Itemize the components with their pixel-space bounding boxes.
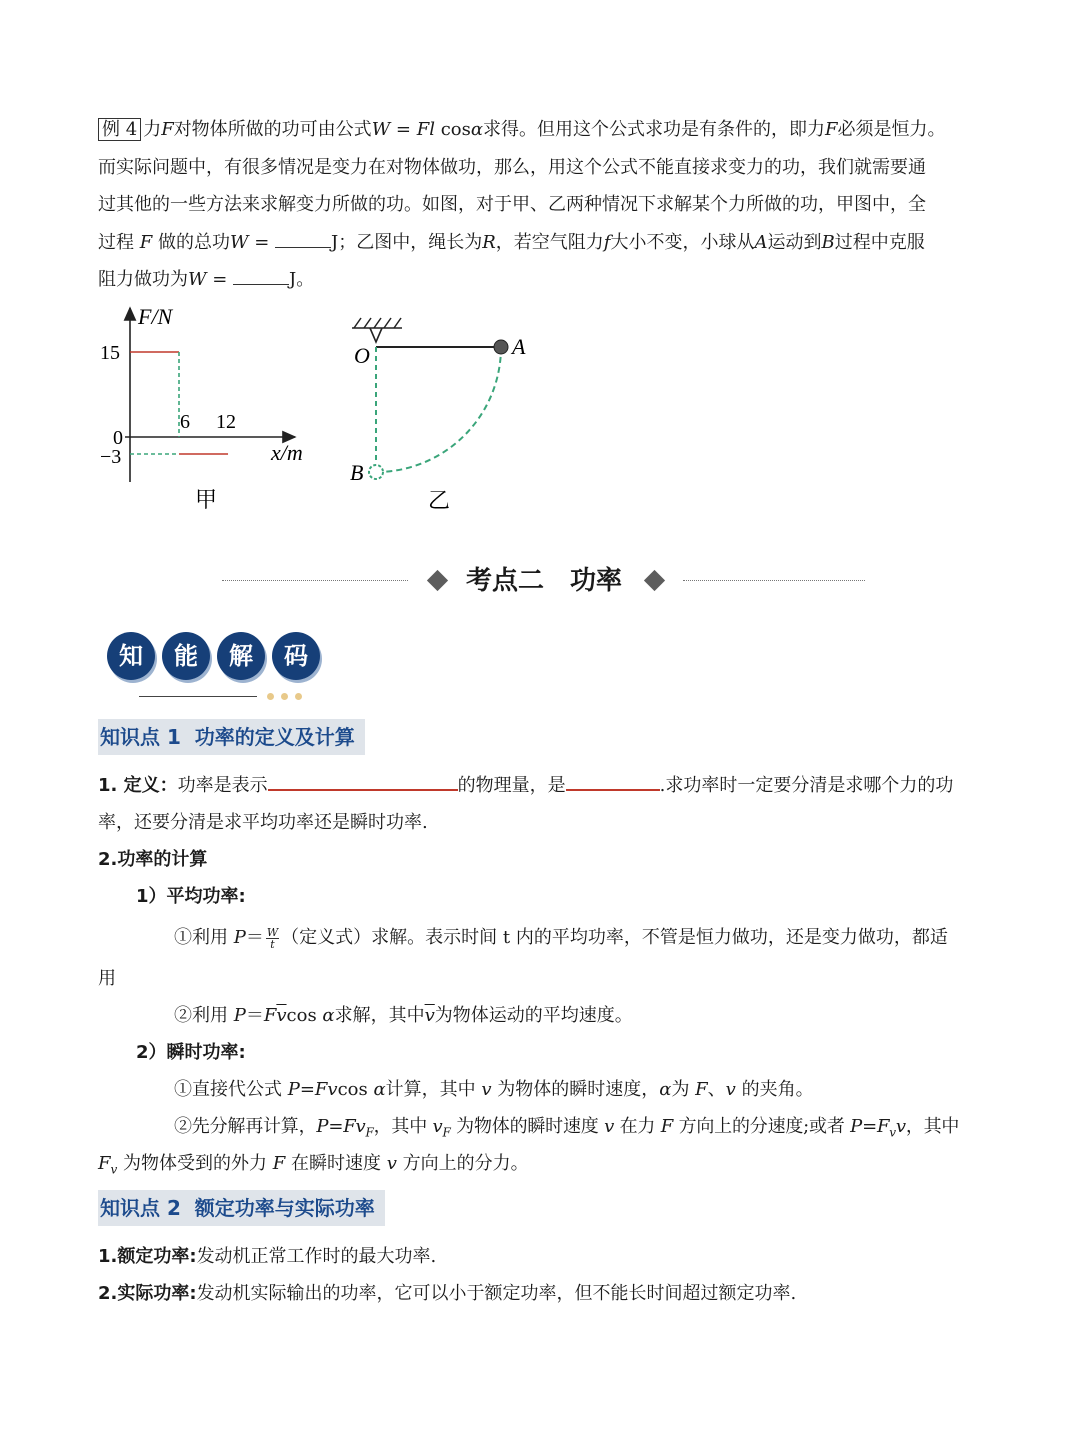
- example-line-1: 例 4 力F对物体所做的功可由公式W = Fl cosα求得。但用这个公式求功是有条件的，即力F必须是恒力。: [98, 111, 982, 149]
- kp1-instant-2-cont: $F_v$ 为物体受到的外力 F 在瞬时速度 v 方向上的分力。: [98, 1153, 529, 1177]
- kp1-instant-2: ②先分解再计算，$P=Fv_F$，其中 $v_F$ 为物体的瞬时速度 v 在力 F 方向上的分速度;或者 $P=F_vv$，其中: [174, 1116, 960, 1140]
- kp1-calc-title: 2.功率的计算: [98, 849, 208, 870]
- answer-blank-1: [275, 231, 331, 248]
- kp1-average-1-cont: 用: [98, 968, 116, 989]
- kp1-instant-1: ①直接代公式 P=Fvcos α计算，其中 v 为物体的瞬时速度，α为 F、v 的夹角。: [174, 1079, 814, 1100]
- y-tick-0: 0: [113, 427, 123, 449]
- label-a: A: [512, 334, 526, 359]
- kp2-rated-power: 1.额定功率:发动机正常工作时的最大功率.: [98, 1246, 437, 1267]
- badge-circle-1: 知: [107, 632, 155, 680]
- x-axis-label: x/m: [271, 440, 303, 465]
- y-axis-label: F/N: [138, 304, 173, 329]
- fraction-w-over-t: $\frac{W}{t}$: [266, 925, 279, 951]
- example-line-4: 过程 F 做的总功W = J；乙图中，绳长为R，若空气阻力f大小不变，小球从A运动到B过程中克服: [98, 231, 925, 253]
- kp1-definition-line-1: 1. 定义：功率是表示 的物理量，是 .求功率时一定要分清是求哪个力的功: [98, 775, 954, 796]
- figure-jia-graph: [95, 300, 325, 525]
- badge-underline: [139, 696, 257, 697]
- example-line-3: 过其他的一些方法来求解变力所做的功。如图，对于甲、乙两种情况下求解某个力所做的功，甲图中，全: [98, 194, 926, 215]
- ceiling-hatch: [354, 318, 401, 328]
- kp1-average-1: ①利用 P＝ $\frac{W}{t}$ （定义式）求解。表示时间 t 内的平均功率，不管是恒力做功，还是变力做功，都适: [174, 925, 948, 951]
- ball-a: [494, 340, 508, 354]
- definition-blank-2: [566, 773, 660, 791]
- kp2-actual-power: 2.实际功率:发动机实际输出的功率，它可以小于额定功率，但不能长时间超过额定功率.: [98, 1283, 797, 1304]
- section-title: 考点二 功率: [466, 566, 623, 596]
- figure-yi-caption: 乙: [428, 488, 451, 513]
- knowledge-badge: [107, 630, 322, 710]
- diamond-right-icon: [644, 570, 665, 591]
- diamond-left-icon: [427, 570, 448, 591]
- label-b: B: [350, 460, 364, 485]
- badge-dots: [267, 693, 309, 701]
- y-tick-neg3: −3: [100, 446, 122, 468]
- trajectory-arc: [380, 347, 501, 472]
- y-tick-15: 15: [100, 342, 120, 364]
- label-o: O: [354, 343, 370, 368]
- kp2-title: 知识点 2 额定功率与实际功率: [98, 1190, 385, 1226]
- example-label: 例 4: [98, 118, 141, 141]
- figure-jia-caption: 甲: [195, 487, 218, 512]
- example-line-2: 而实际问题中，有很多情况是变力在对物体做功，那么，用这个公式不能直接求变力的功，我们就需要通: [98, 156, 926, 178]
- pivot: [370, 328, 382, 342]
- figure-yi-pendulum: [340, 312, 540, 517]
- kp1-average-2: ②利用 $P=F\overline{v}\cos$ α求解，其中$\overline{v}$为物体运动的平均速度。: [174, 1005, 633, 1026]
- x-tick-12: 12: [216, 411, 236, 433]
- x-tick-6: 6: [180, 411, 190, 433]
- section-divider-right: [683, 580, 865, 581]
- ball-b-position: [369, 465, 383, 479]
- example-line-5: 阻力做功为W = J。: [98, 269, 315, 290]
- kp1-instant-title: 2）瞬时功率:: [136, 1042, 246, 1063]
- example-4-paragraph: [98, 111, 982, 299]
- definition-blank-1: [268, 773, 458, 791]
- badge-circle-3: 解: [217, 632, 265, 680]
- kp1-definition-line-2: 率，还要分清是求平均功率还是瞬时功率.: [98, 812, 428, 833]
- force-segments: [130, 352, 228, 454]
- section-divider-left: [222, 580, 408, 581]
- answer-blank-2: [233, 268, 289, 285]
- badge-circle-2: 能: [162, 632, 210, 680]
- kp1-title: 知识点 1 功率的定义及计算: [98, 719, 365, 755]
- kp1-average-title: 1）平均功率:: [136, 886, 246, 907]
- badge-circle-4: 码: [272, 632, 320, 680]
